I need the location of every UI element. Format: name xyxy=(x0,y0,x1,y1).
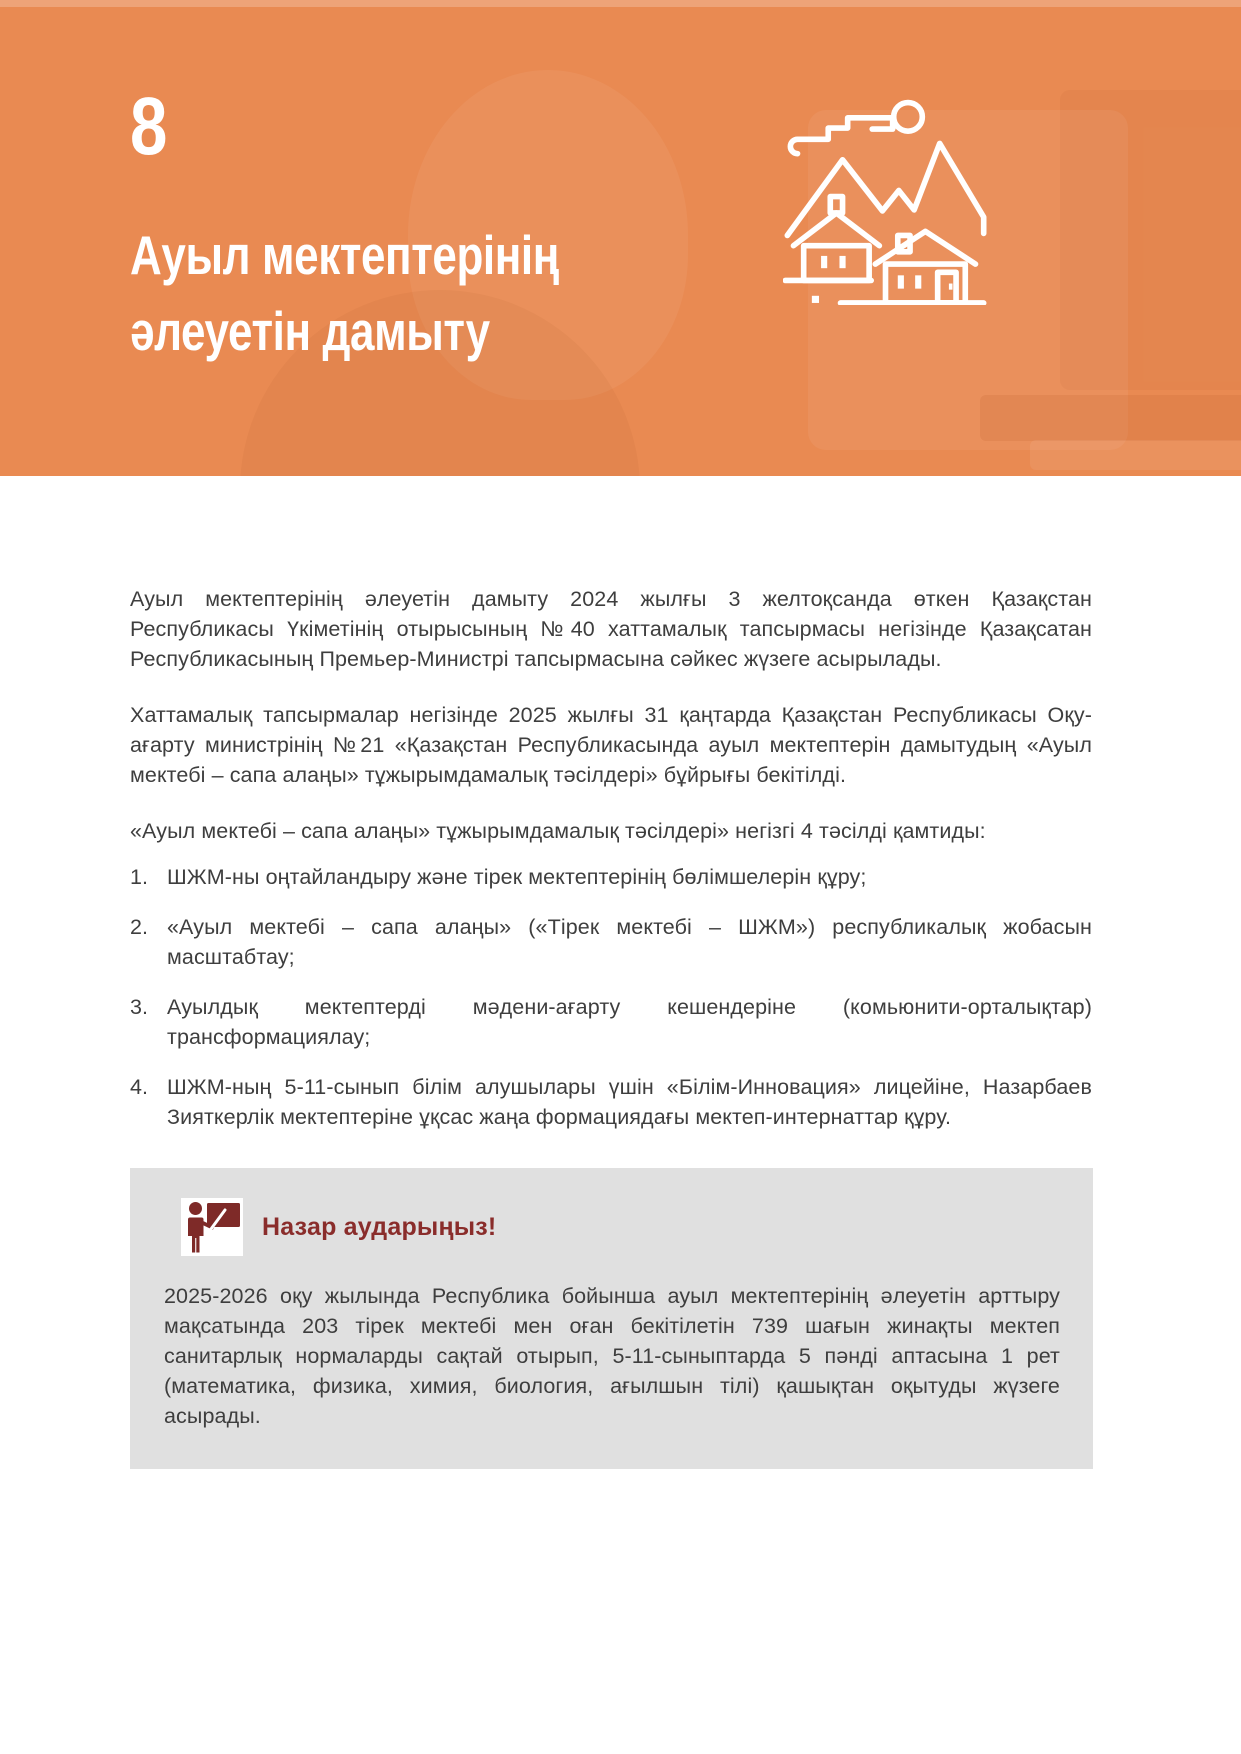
list-item-number: 3. xyxy=(130,995,148,1019)
paragraph-2: Хаттамалық тапсырмалар негізінде 2025 жылғы 31 қаңтарда Қазақстан Республикасы Оқу-ағарту министрінің №21 «Қазақстан Республикасында ауыл мектептерін дамытудың «Ауыл мектебі – сапа алаңы» тұжырымдамалық тәсілдері» бұйрығы бекітілді. xyxy=(130,703,1092,787)
list-item xyxy=(130,992,1092,1052)
banner-watermark-shelf xyxy=(1060,90,1241,390)
callout-heading: Назар аударыңыз! xyxy=(262,1212,497,1241)
cloud-icon xyxy=(790,118,892,154)
chapter-title xyxy=(130,218,559,370)
list-item-text: «Ауыл мектебі – сапа алаңы» («Тірек мектебі – ШЖМ») республикалық жобасын масштабтау; xyxy=(167,915,1092,969)
callout-body: 2025-2026 оқу жылында Республика бойынша ауыл мектептерінің әлеуетін арттыру мақсатында 203 тірек мектебі мен оған бекітілетін 739 шағын жинақты мектеп санитарлық нормаларды сақтай отырып, 5-11-сыныптарда 5 пәнді аптасына 1 рет (математика, физика, химия, биология, ағылшын тілі) қашықтан оқытуды жүзеге асырады. xyxy=(164,1284,1060,1428)
banner-watermark-books xyxy=(980,395,1241,441)
list-item xyxy=(130,1072,1092,1132)
teacher-blackboard-icon xyxy=(181,1198,243,1256)
attention-callout xyxy=(130,1168,1093,1469)
list-item-number: 2. xyxy=(130,915,148,939)
main-content xyxy=(0,476,1092,1469)
mountains-icon xyxy=(787,143,983,235)
chapter-title-line1: Ауыл мектептерінің xyxy=(130,224,559,286)
list-item xyxy=(130,912,1092,972)
sun-icon xyxy=(894,103,923,132)
banner-watermark-books2 xyxy=(1030,440,1241,470)
list-item xyxy=(130,862,1092,892)
village-houses-mountains-icon xyxy=(783,80,988,305)
chapter-number: 8 xyxy=(130,81,168,172)
chapter-title-line2: әлеуетін дамыту xyxy=(130,299,490,362)
list-item-number: 4. xyxy=(130,1075,148,1099)
paragraph-1: Ауыл мектептерінің әлеуетін дамыту 2024 жылғы 3 желтоқсанда өткен Қазақстан Республикасы Үкіметінің отырысының №40 хаттамалық тапсырмасы негізінде Қазақсатан Республикасының Премьер-Министрі тапсырмасына сәйкес жүзеге асырылады. xyxy=(130,587,1092,671)
banner-top-strip xyxy=(0,0,1241,7)
list-item-text: ШЖМ-ның 5-11-сынып білім алушылары үшін «Білім-Инновация» лицейіне, Назарбаев Зияткерлік мектептеріне ұқсас жаңа формациядағы мектеп-интернаттар құру. xyxy=(167,1075,1092,1129)
list-item-text: Ауылдық мектептерді мәдени-ағарту кешендеріне (комьюнити-орталықтар) трансформациялау; xyxy=(167,995,1092,1049)
chapter-banner xyxy=(0,0,1241,476)
paragraph-3: «Ауыл мектебі – сапа алаңы» тұжырымдамалық тәсілдері» негізгі 4 тәсілді қамтиды: xyxy=(130,819,986,843)
callout-header xyxy=(181,1198,1060,1256)
numbered-list xyxy=(130,862,1092,1132)
list-item-text: ШЖМ-ны оңтайландыру және тірек мектептерінің бөлімшелерін құру; xyxy=(167,865,867,889)
list-item-number: 1. xyxy=(130,865,148,889)
